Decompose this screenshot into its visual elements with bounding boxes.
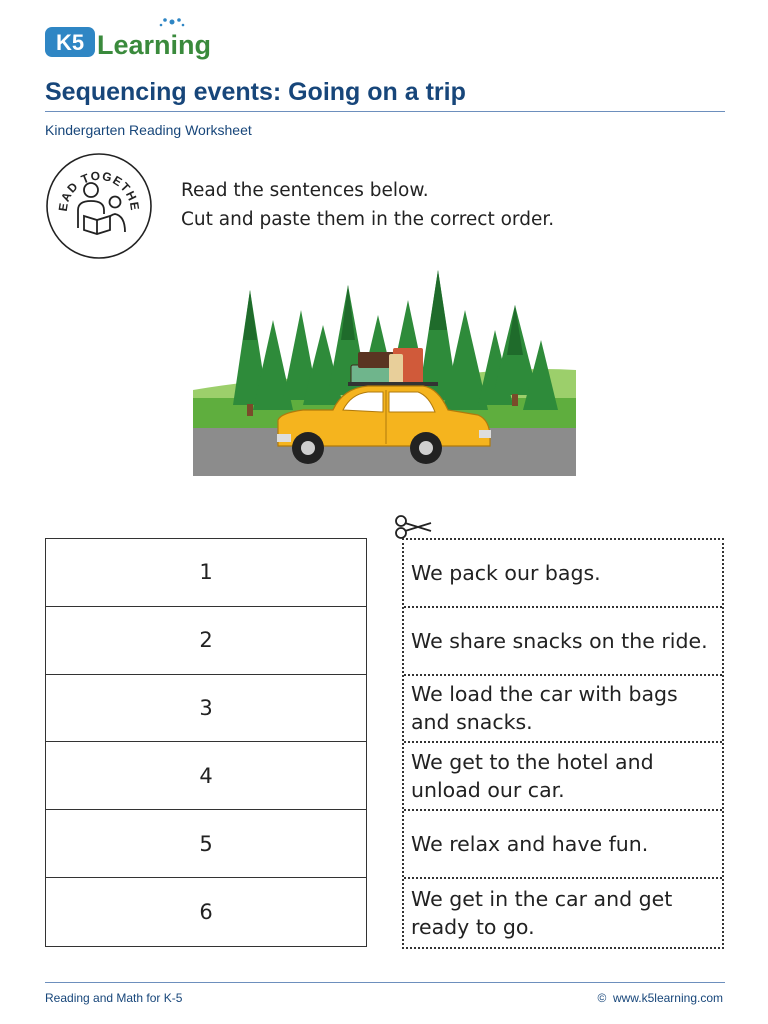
logo-badge-text: K5: [55, 30, 85, 55]
copyright-symbol: ©: [597, 991, 607, 1005]
logo-word: Learning: [97, 30, 212, 60]
website-url[interactable]: www.k5learning.com: [612, 991, 723, 1005]
instruction-line-2: Cut and paste them in the correct order.: [181, 209, 555, 230]
footer-divider: [45, 982, 725, 983]
sentence-strip: We get to the hotel and unload our car.: [404, 743, 722, 811]
order-number-cell: 6: [199, 899, 213, 924]
k5-learning-logo: [44, 14, 219, 64]
order-number-table: [45, 538, 367, 947]
car-trip-illustration: [193, 270, 576, 476]
order-number-cell: 5: [46, 810, 366, 878]
instructions: [181, 176, 554, 234]
scissors-icon: [393, 514, 433, 540]
read-together-badge: [45, 150, 153, 262]
page-title: Sequencing events: Going on a trip: [45, 78, 466, 106]
order-number-cell: 4: [46, 742, 366, 810]
footer-tagline: Reading and Math for K-5: [45, 991, 183, 1005]
title-divider: [45, 111, 725, 112]
order-number-cell: 2: [46, 607, 366, 675]
sentence-strip: We share snacks on the ride.: [404, 608, 722, 676]
sentence-strip: We get in the car and get ready to go.: [411, 886, 673, 939]
sentence-strip: We relax and have fun.: [404, 811, 722, 879]
instruction-line-1: Read the sentences below.: [181, 180, 429, 201]
footer-website[interactable]: [597, 991, 723, 1005]
sentence-strip: We load the car with bags and snacks.: [404, 676, 722, 744]
cutout-sentences: [402, 538, 724, 949]
page-subtitle: Kindergarten Reading Worksheet: [45, 122, 252, 138]
sentence-strip: We pack our bags.: [404, 540, 722, 608]
badge-text: EAD TOGETHE: [55, 168, 143, 213]
order-number-cell: 1: [46, 539, 366, 607]
order-number-cell: 3: [46, 675, 366, 743]
